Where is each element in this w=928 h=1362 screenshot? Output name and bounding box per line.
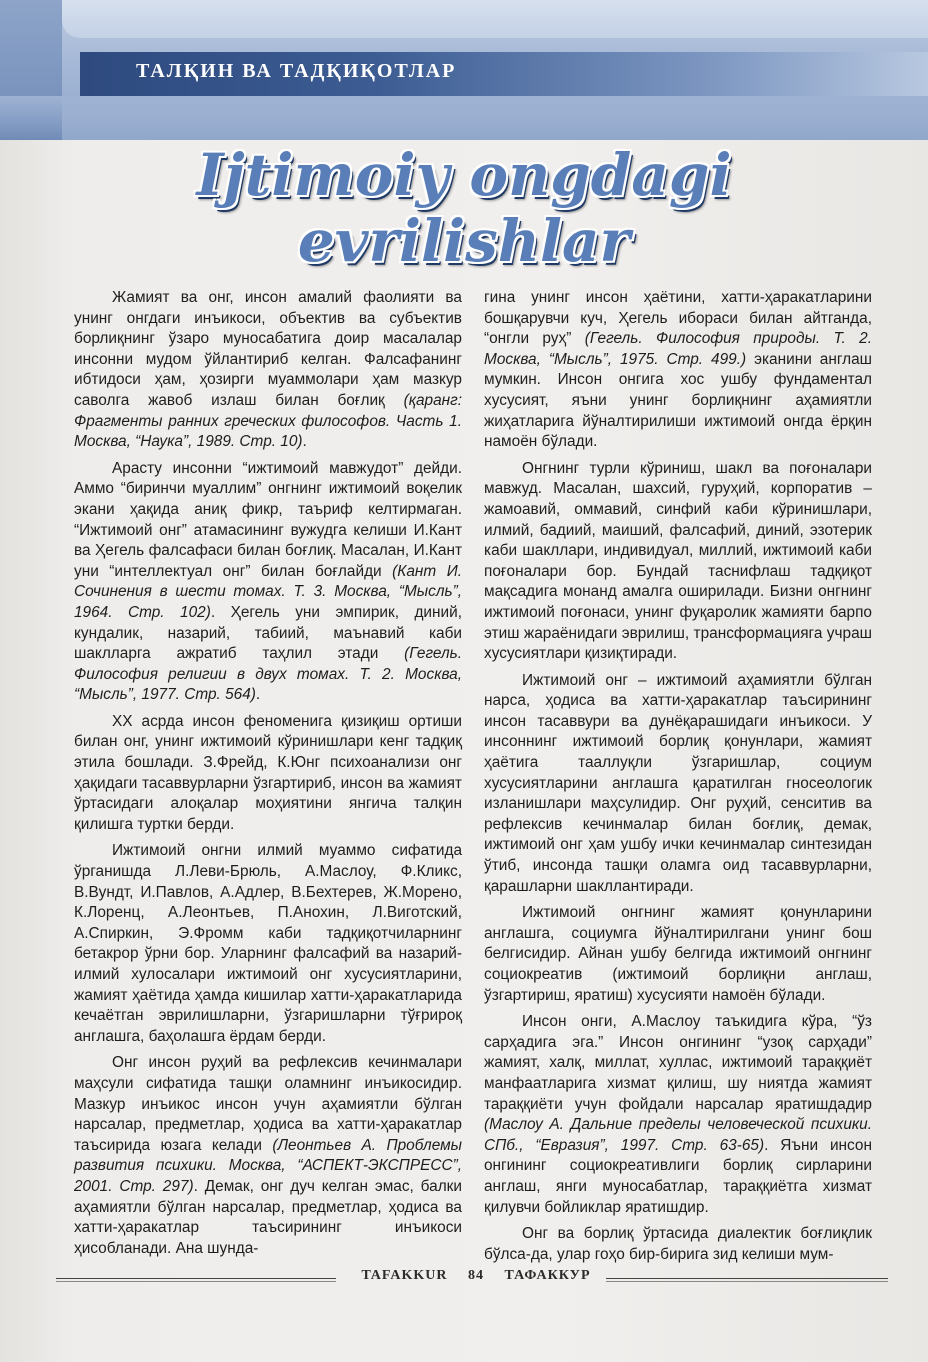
paragraph bbox=[484, 1012, 872, 1218]
paragraph-text: Онг ва борлиқ ўртасида диалектик боғлиқлик бўлса-да, улар гоҳо бир-бирига зид келиши мум- bbox=[484, 1225, 872, 1263]
citation: (Гегель. Философия религии в двух томах. Т. 2. Москва, “Мысль”, 1977. Стр. 564) bbox=[74, 645, 462, 704]
paragraph-text: . bbox=[302, 433, 307, 451]
right-column bbox=[484, 288, 872, 1271]
paragraph-text: . Яъни инсон онгининг социокреативлиги борлиқ сирларини англаш, янги муносабатлар, тараққиётга хизмат қилувчи бойликлар яратишдир. bbox=[484, 1136, 872, 1216]
paragraph-text: эканини англаш мумкин. Инсон онгига хос ушбу фундаментал хусусият, яъни унинг борлиқнинг аҳамиятли жиҳатларига йўналтирилиши ижтимоий онгда ёрқин намоён бўлади. bbox=[484, 350, 873, 451]
article-title-line-2: evrilishlar bbox=[297, 207, 631, 275]
paragraph bbox=[74, 459, 462, 706]
paragraph-text: Арасту инсонни “ижтимоий мавжудот” дейди. Аммо “биринчи муаллим” онгнинг ижтимоий воқелик экани ҳақида аниқ фикр, таъриф келтирмаган. “Ижтимоий онг” атамасининг вужудга келиши И.Кант ва Ҳегель фалсафаси билан боғлиқ. Масалан, И.Кант уни “интеллектуал онг” билан боғлайди bbox=[74, 459, 462, 580]
paragraph-text: Ижтимоий онг – ижтимоий аҳамиятли бўлган нарса, ҳодиса ва хатти-ҳаракатлар таъсирининг инсон тасаввури ва дунёқарашидаги инъикоси. У инсоннинг ижтимоий борлиқ қонунлари, жамият ҳаётига тааллуқли ўзгаришлар, социум хусусиятларини англашга қаратилган гносеологик изланишлари маҳсулидир. Онг руҳий, сенситив ва рефлексив кечинмалар билан боғлиқ, демак, ижтимоий онг ҳам ушбу ички кечинмалар синтезидан ўтиб, инсонда ташқи оламга оид тасаввурларни, қарашларни шакллантиради. bbox=[484, 671, 872, 895]
citation: (Кант И. Сочинения в шести томах. Т. 3. Москва, “Мысль”, 1964. Стр. 102) bbox=[74, 562, 462, 621]
paragraph-text: . Ҳегель уни эмпирик, диний, кундалик, назарий, табиий, маънавий каби шаклларга ажратиб таҳлил этади bbox=[74, 603, 462, 663]
paragraph-text: гина унинг инсон ҳаётини, хатти-ҳаракатларини бошқарувчи куч, Ҳегель ибораси билан айтганда, “онгли руҳ” bbox=[484, 289, 872, 348]
paragraph-text: Онгнинг турли кўриниш, шакл ва поғоналари мавжуд. Масалан, шахсий, гуруҳий, корпоратив – жамоавий, оммавий, синфий каби кўринишлари, илмий, бадиий, маиший, фалсафий, диний, эзотерик каби шакллари, индивидуал, миллий, ижтимоий каби поғоналари бор. Бундай таснифлаш тадқиқот мақсадига монанд амалга оширилади. Бизни онгнинг ижтимоий поғонаси, унинг фуқаролик жамияти барпо этиш жараёнидаги эврилиш, трансформацияга учраш хусусиятлари қизиқтиради. bbox=[484, 459, 872, 663]
paragraph-text: XX асрда инсон феноменига қизиқиш ортиши билан онг, унинг ижтимоий кўринишлари кенг тадқиқ этила бошлади. З.Фрейд, К.Юнг психоанализи онг ҳақидаги тасаввурларни ўзгартириб, инсон ва жамият ўртасидаги алоқалар моҳиятини янгича талқин қилишга туртки берди. bbox=[74, 712, 462, 833]
footer-rule-right bbox=[606, 1278, 888, 1279]
citation: (қаранг: Фрагменты ранних греческих философов. Часть 1. Москва, “Наука”, 1989. Стр. 10) bbox=[74, 391, 462, 451]
paragraph bbox=[484, 1224, 872, 1265]
citation: (Гегель. Философия природы. Т. 2. Москва, “Мысль”, 1975. Стр. 499.) bbox=[484, 330, 872, 368]
page-number: 84 bbox=[468, 1268, 485, 1283]
citation: (Леонтьев А. Проблемы развития психики. Москва, “АСПЕКТ-ЭКСПРЕСС”, 2001. Стр. 297) bbox=[74, 1136, 462, 1195]
page-footer bbox=[56, 1268, 888, 1288]
footer-label bbox=[346, 1268, 606, 1284]
paragraph-text: Онг инсон руҳий ва рефлексив кечинмалари маҳсули сифатида ташқи оламнинг инъикосидир. Мазкур инъикос инсон учун аҳамиятли бўлган нарсалар, предметлар, ҳодиса ва хатти-ҳаракатлар таъсирида юзага келади bbox=[74, 1054, 462, 1154]
section-title: ТАЛҚИН ВА ТАДҚИҚОТЛАР bbox=[136, 60, 457, 82]
paragraph-text: . Демак, онг дуч келган эмас, балки аҳамиятли бўлган нарсалар, предметлар, ҳодиса ва хатти-ҳаракатлар таъсирининг инъикоси ҳисобланади. Ана шунда- bbox=[74, 1177, 463, 1257]
paragraph-text: Инсон онги, А.Маслоу таъкидига кўра, “ўз сарҳадига эга.” Инсон онгининг “узоқ сарҳади” жамият, халқ, миллат, хуллас, ижтимоий тараққиёт манфаатларига хизмат қилиш, шу ниятда жамият тараққиёти учун фойдали нарсалар яратишдадир bbox=[484, 1013, 872, 1113]
paragraph bbox=[74, 1053, 462, 1259]
footer-rule-left bbox=[56, 1278, 336, 1279]
paragraph bbox=[74, 288, 462, 453]
footer-rule-right-2 bbox=[606, 1281, 888, 1282]
header-fade bbox=[0, 96, 928, 140]
paragraph bbox=[74, 841, 462, 1047]
footer-magazine-cyrillic: ТАФАККУР bbox=[504, 1268, 591, 1283]
paragraph-text: Ижтимоий онгни илмий муаммо сифатида ўрганишда Л.Леви-Брюль, А.Маслоу, Ф.Кликс, В.Вундт, И.Павлов, А.Адлер, В.Бехтерев, Ж.Морено, К.Лоренц, А.Леонтьев, П.Анохин, Л.Виготский, А.Спиркин, Э.Фромм каби тадқиқотчиларнинг бетакрор ўрни бор. Уларнинг фалсафий ва назарий-илмий хулосалари ижтимоий онг хусусиятларини, жамият ҳаётида ҳамда кишилар хатти-ҳаракатларида кечаётган эврилишларни, ўзгаришларни тўғрироқ англашга, баҳолашга ёрдам берди. bbox=[74, 842, 462, 1045]
footer-magazine-latin: TAFAKKUR bbox=[361, 1268, 448, 1283]
paragraph-text: . bbox=[255, 686, 261, 704]
left-column bbox=[74, 288, 462, 1265]
paragraph-text: Жамият ва онг, инсон амалий фаолияти ва унинг онгдаги инъикоси, объектив ва субъектив борлиқнинг ўзаро муносабатига доир масалалар инсонни мудом ўйлантириб келган. Фалсафанинг ибтидоси ҳам, ҳозирги муаммолари ҳам мазкур саволга жавоб излаш билан боғлиқ bbox=[74, 289, 462, 409]
citation: (Маслоу А. Дальние пределы человеческой психики. СПб., “Евразия”, 1997. Стр. 63-65) bbox=[484, 1116, 872, 1154]
paragraph bbox=[484, 459, 872, 665]
article-title bbox=[0, 142, 928, 274]
article-body bbox=[74, 288, 890, 1288]
header-folder-tab bbox=[62, 0, 928, 38]
paragraph bbox=[74, 712, 462, 836]
paragraph bbox=[484, 671, 872, 898]
paragraph-text: Ижтимоий онгнинг жамият қонунларини англашга, социумга йўналтирилгани унинг бош белгисидир. Айнан ушбу белгида ижтимоий онгнинг социокреатив (ижтимоий борлиқни англаш, ўзгартириш, яратиш) хусусияти намоён бўлади. bbox=[484, 904, 872, 1004]
paragraph bbox=[484, 903, 872, 1006]
footer-rule-left-2 bbox=[56, 1281, 336, 1282]
paragraph bbox=[484, 288, 872, 453]
article-title-line-1: Ijtimoiy ongdagi bbox=[196, 141, 732, 209]
